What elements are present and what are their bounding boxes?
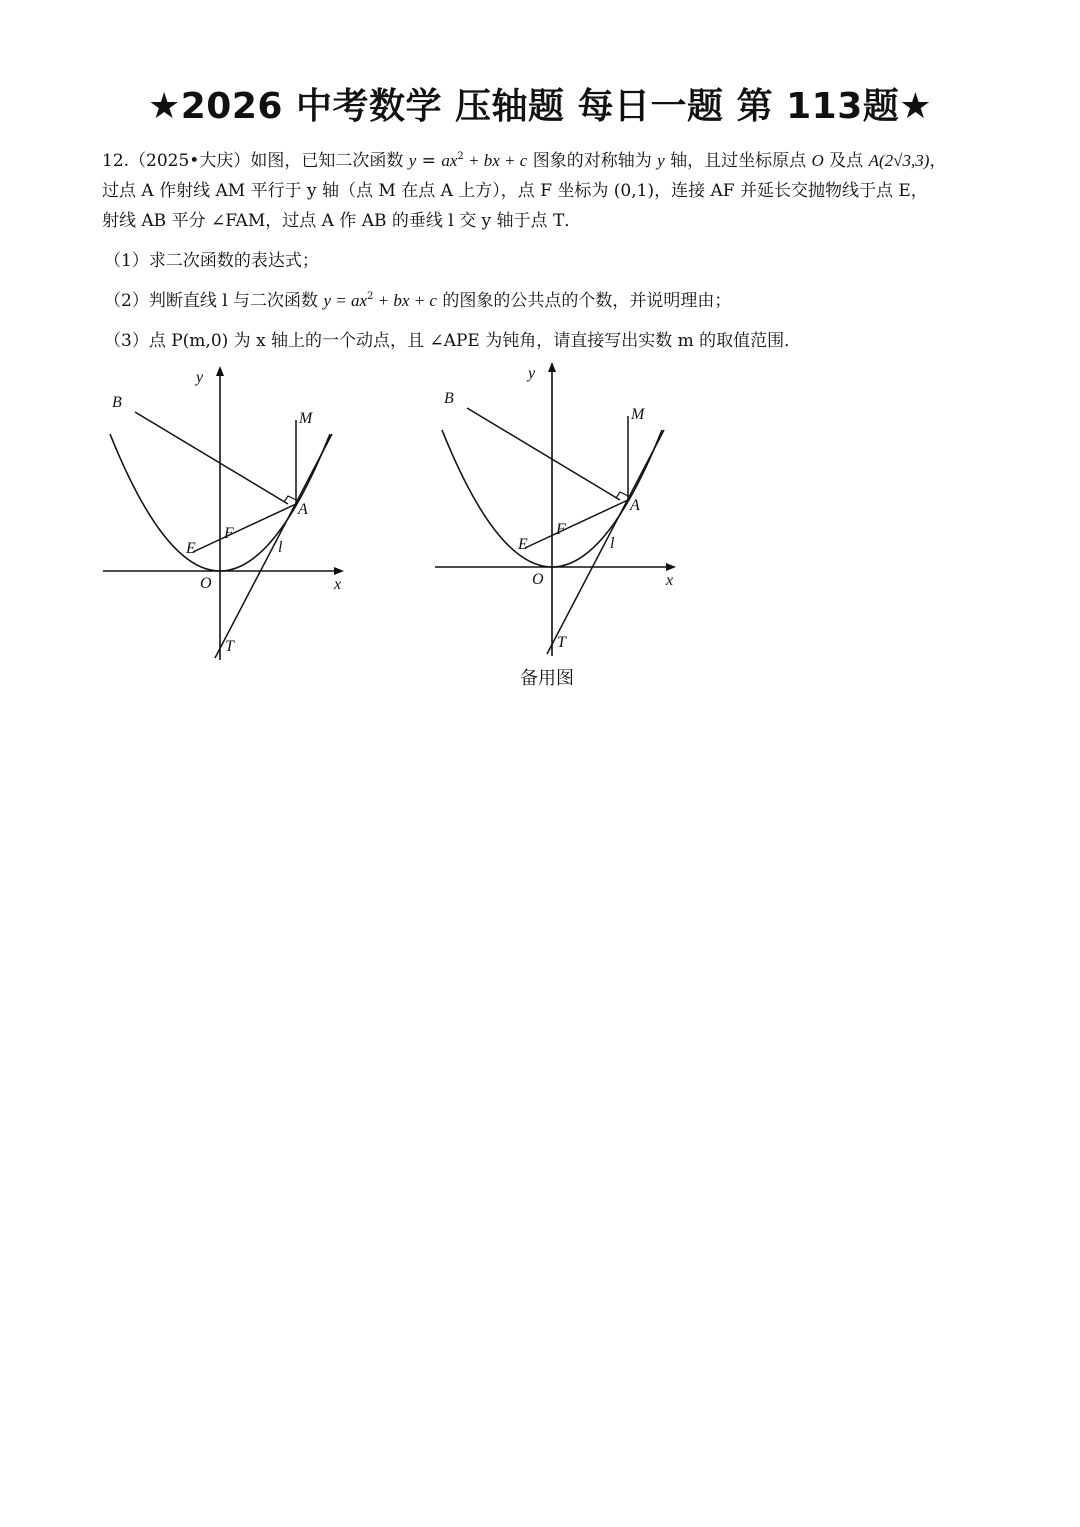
label-b: B (444, 390, 454, 407)
label-o: O (532, 571, 544, 588)
problem-line2: 过点 A 作射线 AM 平行于 y 轴（点 M 在点 A 上方），点 F 坐标为 (0,1)，连接 AF 并延长交抛物线于点 E， (102, 181, 928, 201)
func-ax: ax (441, 151, 458, 170)
part-3-text: （3）点 P(m,0) 为 x 轴上的一个动点，且 ∠APE 为钝角，请直接写出实数 m 的取值范围． (104, 331, 802, 351)
problem-text2: 轴，且过坐标原点 (664, 151, 812, 171)
label-l: l (278, 539, 283, 556)
y-axis-arrow (216, 366, 224, 376)
func-rest: + bx + c (463, 151, 528, 170)
backup-figure-svg (432, 356, 682, 656)
ray-ab (467, 408, 620, 500)
axis-y-label: y (657, 151, 665, 170)
origin-label: O (811, 151, 824, 170)
right-angle-mark (616, 492, 628, 498)
label-m: M (299, 410, 313, 427)
tangent-line-l (547, 430, 664, 654)
label-b: B (112, 394, 122, 411)
label-y: y (196, 369, 204, 386)
main-figure-svg (100, 360, 350, 660)
part-3 (102, 326, 982, 356)
page-title: ★2026 中考数学 压轴题 每日一题 第 113题★ (147, 86, 933, 127)
label-f: F (556, 521, 566, 538)
label-a: A (298, 501, 308, 518)
part-2 (102, 286, 982, 316)
func-eq: = (416, 151, 442, 171)
x-axis-arrow (666, 563, 676, 571)
figure-caption: 备用图 (520, 668, 574, 689)
x-axis-arrow (334, 567, 344, 575)
label-l: l (610, 535, 615, 552)
ray-ab (135, 412, 288, 504)
problem-text4: ， (929, 151, 947, 171)
part-1-text: （1）求二次函数的表达式； (104, 251, 319, 271)
label-o: O (200, 575, 212, 592)
problem-statement (102, 146, 982, 236)
part-2-text-b: 的图象的公共点的个数，并说明理由； (436, 291, 732, 311)
func-exponent: 2 (457, 151, 464, 162)
main-figure (100, 360, 350, 660)
part-2-text-a: （2）判断直线 l 与二次函数 (104, 291, 324, 311)
label-t: T (557, 634, 566, 651)
label-a: A (630, 497, 640, 514)
backup-figure (432, 356, 682, 656)
label-e: E (186, 540, 196, 557)
label-t: T (225, 638, 234, 655)
point-a-coords: A(2√3,3) (868, 151, 930, 170)
problem-prefix: 12.（2025•大庆）如图，已知二次函数 (102, 151, 409, 171)
label-f: F (224, 525, 234, 542)
problem-text3: 及点 (823, 151, 869, 171)
label-y: y (528, 365, 536, 382)
problem-text (102, 146, 982, 356)
func-y: y (408, 151, 417, 170)
label-x: x (666, 572, 674, 589)
problem-text1: 图象的对称轴为 (527, 151, 658, 171)
label-e: E (518, 536, 528, 553)
right-angle-mark (284, 496, 296, 502)
label-x: x (334, 576, 342, 593)
part-2-func: y = ax (323, 291, 368, 310)
part-2-exponent: 2 (367, 291, 374, 302)
part-1 (102, 246, 982, 276)
y-axis-arrow (548, 362, 556, 372)
label-m: M (631, 406, 645, 423)
tangent-line-l (215, 434, 332, 658)
part-2-func-rest: + bx + c (373, 291, 437, 310)
problem-line3: 射线 AB 平分 ∠FAM，过点 A 作 AB 的垂线 l 交 y 轴于点 T． (102, 211, 582, 231)
